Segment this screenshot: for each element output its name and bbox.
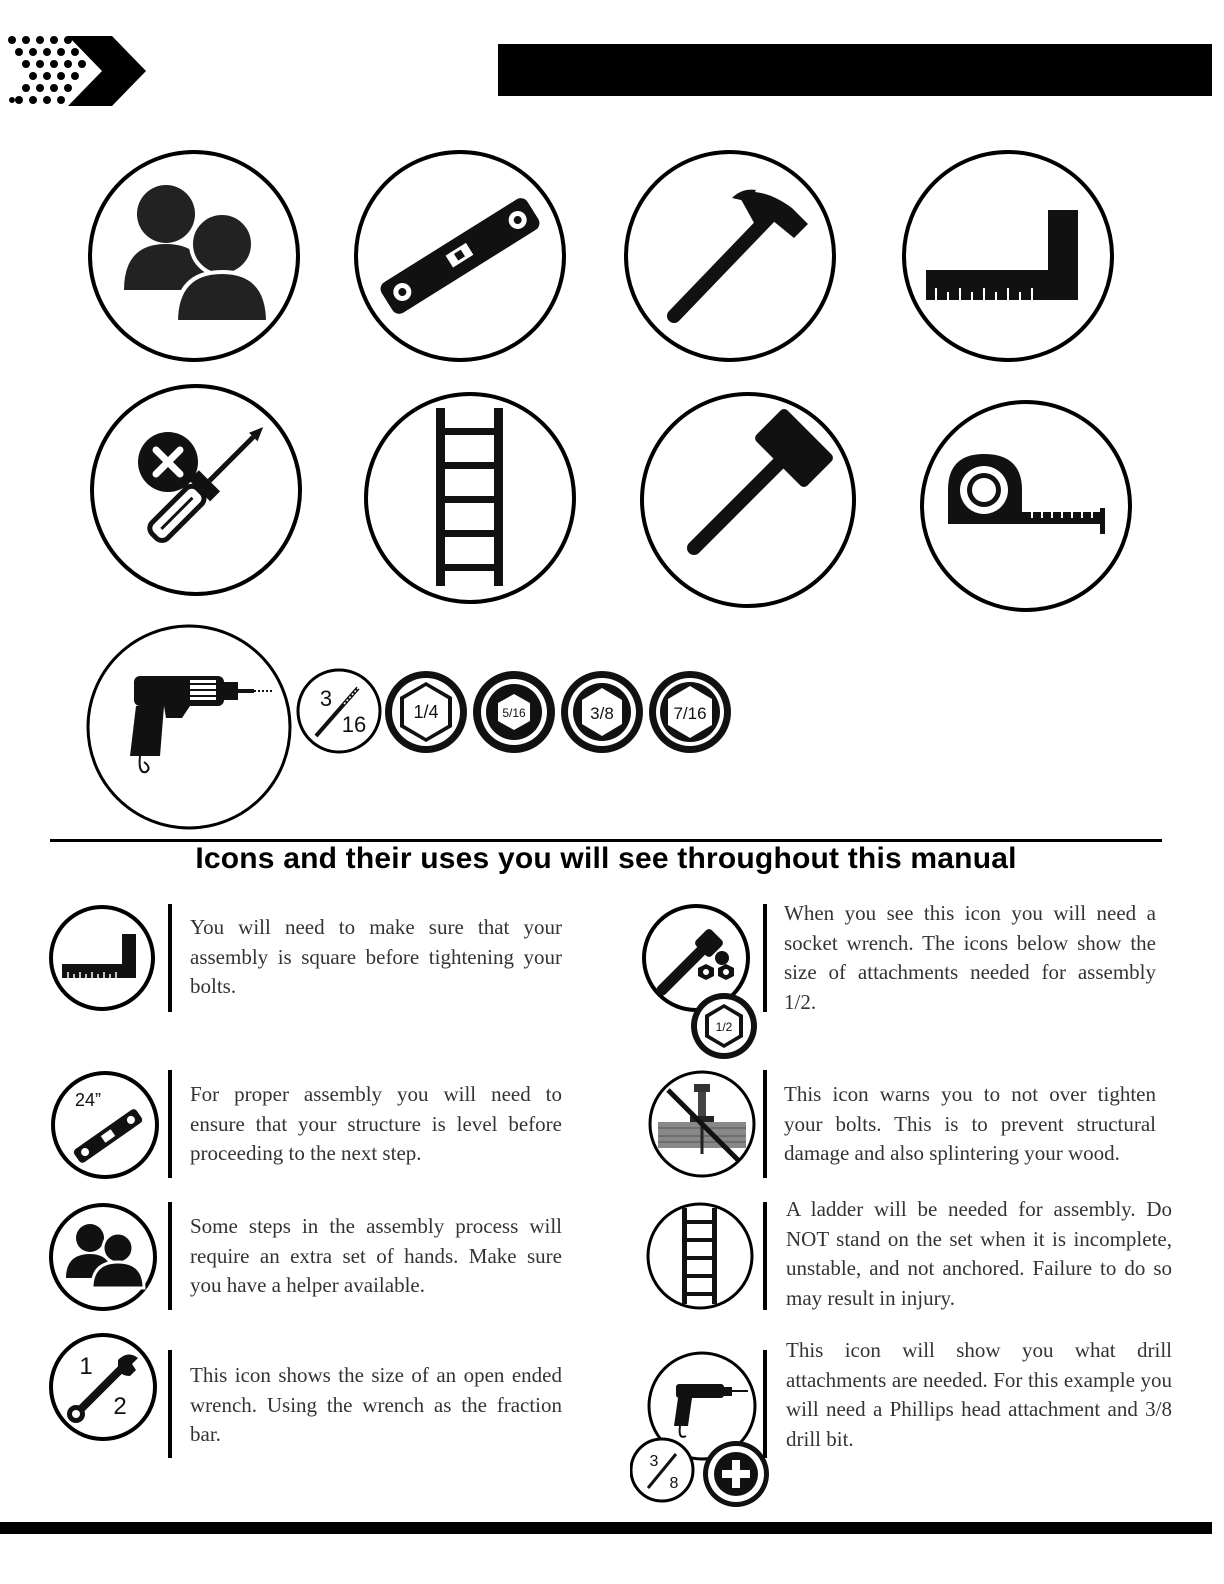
tape-measure-icon (918, 398, 1134, 619)
drill-bit-size-icon (296, 668, 382, 759)
legend-divider (763, 1350, 767, 1458)
footer-bar (0, 1522, 1212, 1534)
drill-attachment-icon (630, 1350, 772, 1515)
legend-divider (763, 1070, 767, 1178)
svg-text:7/16: 7/16 (673, 704, 707, 723)
socket-size-icon (382, 668, 470, 761)
spirit-level-icon (50, 1070, 160, 1185)
svg-text:8: 8 (669, 1475, 679, 1492)
phillips-screwdriver-icon (88, 382, 304, 603)
svg-text:1/4: 1/4 (413, 702, 439, 722)
legend-description: This icon warns you to not over tighten your bolts. This is to prevent structural damage and also splintering your wood. (784, 1082, 1156, 1165)
helpers-icon (86, 148, 302, 369)
svg-text:1: 1 (79, 1353, 93, 1380)
open-ended-wrench-icon (48, 1332, 158, 1447)
legend-divider (763, 1202, 767, 1310)
sledge-hammer-icon (638, 390, 858, 615)
header-banner (498, 44, 1212, 96)
socket-size-icon (558, 668, 646, 761)
no-over-tighten-icon (646, 1068, 758, 1185)
ladder-icon (362, 390, 578, 611)
svg-text:3: 3 (649, 1453, 659, 1470)
svg-text:3/8: 3/8 (590, 704, 614, 723)
svg-text:3: 3 (319, 686, 333, 711)
legend-divider (168, 1350, 172, 1458)
legend-divider (168, 1070, 172, 1178)
legend-divider (168, 904, 172, 1012)
legend-divider (763, 904, 767, 1012)
legend-description: A ladder will be needed for assembly. Do NOT stand on the set when it is incomplete, unstable, and not anchored. Failure to do so may result in injury. (786, 1197, 1172, 1310)
svg-text:16: 16 (341, 712, 367, 737)
legend-description: Some steps in the assembly process will require an extra set of hands. Make sure you have a helper available. (190, 1214, 562, 1297)
legend-description: When you see this icon you will need a socket wrench. The icons below show the size of attachments needed for assembly 1/2. (784, 901, 1156, 1014)
dotted-chevron-arrow-icon (6, 34, 146, 108)
legend-title: Icons and their uses you will see throughout this manual (195, 842, 1017, 875)
claw-hammer-icon (622, 148, 838, 369)
legend-description: This icon shows the size of an open ended wrench. Using the wrench as the fraction bar. (190, 1363, 562, 1446)
socket-size-icon (646, 668, 734, 761)
socket-size-icon (470, 668, 558, 761)
svg-text:1/2: 1/2 (715, 1020, 733, 1034)
legend-description: You will need to make sure that your assembly is square before tightening your bolts. (190, 915, 562, 998)
helpers-icon (48, 1202, 158, 1317)
legend-description: This icon will show you what drill attachments are needed. For this example you will need a Phillips head attachment and 3/8 drill bit. (786, 1338, 1172, 1451)
svg-text:5/16: 5/16 (502, 706, 526, 720)
legend-description: For proper assembly you will need to ensure that your structure is level before proceeding to the next step. (190, 1082, 562, 1165)
svg-text:2: 2 (113, 1393, 127, 1420)
legend-divider (168, 1202, 172, 1310)
svg-text:24”: 24” (74, 1090, 102, 1110)
ladder-icon (644, 1200, 756, 1317)
carpenter-square-icon (900, 148, 1116, 369)
power-drill-icon (86, 624, 292, 835)
socket-wrench-icon (642, 904, 758, 1067)
carpenter-square-icon (48, 904, 156, 1017)
spirit-level-icon (352, 148, 568, 369)
